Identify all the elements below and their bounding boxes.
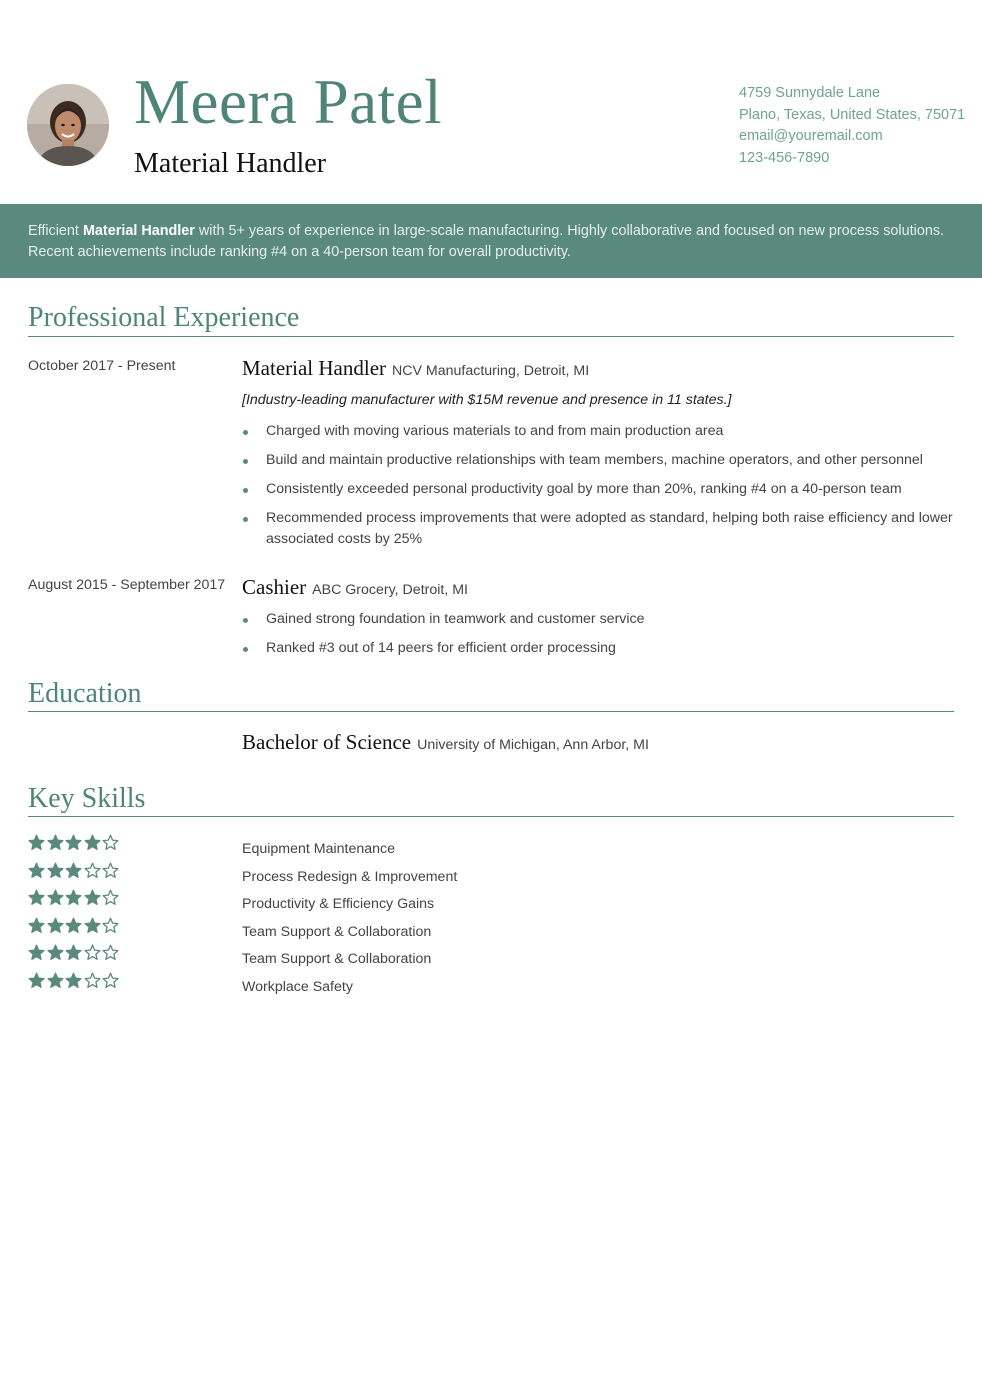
summary-band xyxy=(0,204,982,278)
summary-line-2: Recent achievements include ranking #4 on a 40-person team for overall productivity. xyxy=(28,244,571,260)
star-filled-icon xyxy=(65,972,82,989)
skill-name: Equipment Maintenance xyxy=(242,841,396,857)
star-filled-icon xyxy=(65,944,82,961)
section-title-education: Education xyxy=(28,678,142,709)
star-filled-icon xyxy=(47,972,64,989)
skill-rating xyxy=(28,972,119,989)
star-empty-icon xyxy=(102,972,119,989)
contact-block xyxy=(739,83,965,169)
contact-email[interactable]: email@youremail.com xyxy=(739,128,883,144)
job-bullets xyxy=(242,421,954,550)
job-dates: August 2015 - September 2017 xyxy=(28,577,226,593)
job-organization: NCV Manufacturing, Detroit, MI xyxy=(392,363,590,379)
star-filled-icon xyxy=(28,862,45,879)
star-filled-icon xyxy=(47,917,64,934)
skill-rating xyxy=(28,889,119,906)
star-empty-icon xyxy=(102,917,119,934)
star-filled-icon xyxy=(47,834,64,851)
skill-name: Productivity & Efficiency Gains xyxy=(242,896,435,912)
list-item: Recommended process improvements that were adopted as standard, helping both raise efficiency and lower associated costs by 25% xyxy=(242,508,954,550)
skill-name: Process Redesign & Improvement xyxy=(242,868,458,885)
section-divider xyxy=(28,816,954,817)
star-empty-icon xyxy=(84,862,101,879)
summary-highlight: Material Handler xyxy=(82,223,195,239)
candidate-name: Meera Patel xyxy=(134,67,443,137)
star-filled-icon xyxy=(28,944,45,961)
skill-row xyxy=(28,834,488,862)
star-empty-icon xyxy=(84,944,101,961)
star-filled-icon xyxy=(65,862,82,879)
star-filled-icon xyxy=(84,834,101,851)
section-title-experience: Professional Experience xyxy=(28,302,300,333)
contact-address: 4759 Sunnydale Lane xyxy=(739,85,881,101)
skill-name: Team Support & Collaboration xyxy=(242,951,432,967)
job-company-note: [Industry-leading manufacturer with $15M revenue and presence in 11 states.] xyxy=(242,392,732,408)
star-filled-icon xyxy=(65,917,82,934)
skill-name: Workplace Safety xyxy=(242,978,353,995)
job-dates: October 2017 - Present xyxy=(28,358,176,374)
list-item: Gained strong foundation in teamwork and customer service xyxy=(242,609,954,630)
job-role: Cashier xyxy=(242,575,307,599)
job-header xyxy=(242,356,589,381)
skills-list xyxy=(28,834,488,999)
skill-row xyxy=(28,972,488,1000)
star-filled-icon xyxy=(28,834,45,851)
skill-rating xyxy=(28,862,119,879)
skill-name: Team Support & Collaboration xyxy=(242,923,432,940)
star-empty-icon xyxy=(102,862,119,879)
school: University of Michigan, Ann Arbor, MI xyxy=(417,737,649,753)
star-filled-icon xyxy=(84,889,101,906)
summary-text-continued: with 5+ years of experience in large-scale manufacturing. Highly collaborative and focused on new process solutions. xyxy=(194,223,945,239)
star-filled-icon xyxy=(47,862,64,879)
star-filled-icon xyxy=(28,917,45,934)
summary-text: Efficient xyxy=(28,223,83,239)
section-divider xyxy=(28,711,954,712)
star-empty-icon xyxy=(102,944,119,961)
section-title-skills: Key Skills xyxy=(28,783,146,814)
job-role: Material Handler xyxy=(242,356,387,380)
job-organization: ABC Grocery, Detroit, MI xyxy=(312,582,468,598)
candidate-title: Material Handler xyxy=(134,148,327,179)
section-divider xyxy=(28,336,954,337)
star-filled-icon xyxy=(84,917,101,934)
skill-row xyxy=(28,944,488,972)
education-entry xyxy=(242,730,649,755)
skill-rating xyxy=(28,917,119,934)
job-header xyxy=(242,575,468,600)
list-item: Consistently exceeded personal productivity goal by more than 20%, ranking #4 on a 40-person team xyxy=(242,479,954,500)
star-filled-icon xyxy=(28,889,45,906)
star-empty-icon xyxy=(84,972,101,989)
profile-photo xyxy=(27,84,109,166)
skill-row xyxy=(28,862,488,890)
summary-line-1 xyxy=(28,221,954,242)
star-filled-icon xyxy=(65,889,82,906)
star-filled-icon xyxy=(47,889,64,906)
profile-photo-image xyxy=(27,84,109,166)
star-empty-icon xyxy=(102,889,119,906)
list-item: Build and maintain productive relationships with team members, machine operators, and other personnel xyxy=(242,450,954,471)
skill-rating xyxy=(28,834,119,851)
star-filled-icon xyxy=(65,834,82,851)
star-empty-icon xyxy=(102,834,119,851)
contact-city: Plano, Texas, United States, 75071 xyxy=(739,106,966,123)
job-bullets xyxy=(242,609,954,659)
skill-row xyxy=(28,889,488,917)
skill-row xyxy=(28,917,488,945)
star-filled-icon xyxy=(47,944,64,961)
list-item: Ranked #3 out of 14 peers for efficient order processing xyxy=(242,638,954,659)
skill-rating xyxy=(28,944,119,961)
star-filled-icon xyxy=(28,972,45,989)
degree: Bachelor of Science xyxy=(242,730,412,754)
list-item: Charged with moving various materials to and from main production area xyxy=(242,421,954,442)
contact-phone[interactable]: 123-456-7890 xyxy=(739,149,830,166)
